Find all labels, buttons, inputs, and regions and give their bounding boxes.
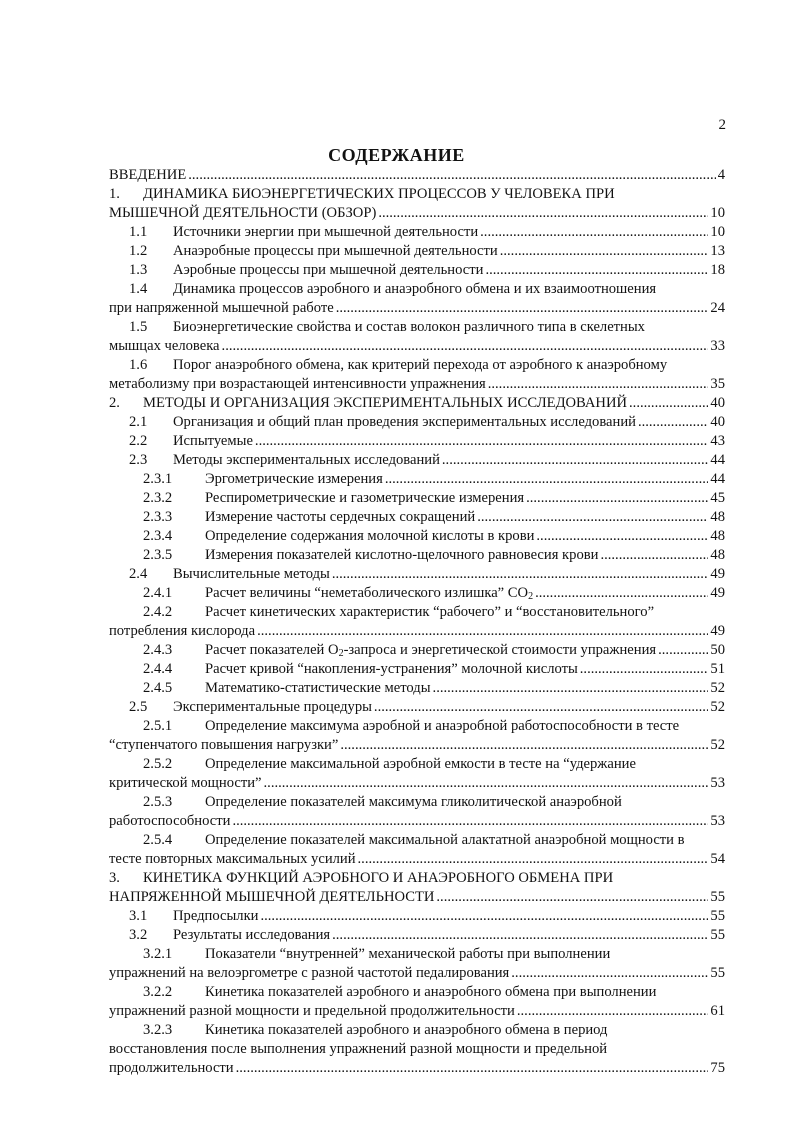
toc-entry-title — [173, 242, 498, 261]
toc-entry-text: упражнений разной мощности и предельной продолжительности — [109, 1003, 515, 1019]
toc-entry-text: тесте повторных максимальных усилий — [109, 851, 356, 867]
toc-entry-title — [109, 337, 220, 356]
toc-entry-text: Математико-статистические методы — [205, 680, 431, 696]
toc-entry-page: 55 — [710, 965, 725, 981]
toc-entry-text: Предпосылки — [173, 908, 259, 924]
dot-leader — [580, 660, 709, 679]
toc-entry-page: 49 — [710, 585, 725, 601]
dot-leader — [629, 394, 708, 413]
dot-leader — [658, 641, 708, 660]
table-of-contents — [109, 166, 725, 1078]
toc-entry-text: Испытуемые — [173, 433, 253, 449]
toc-entry-page: 4 — [717, 167, 725, 183]
toc-entry-title — [109, 299, 334, 318]
toc-entry-number: 2.3.2 — [143, 490, 173, 506]
toc-entry-number: 2.3.1 — [143, 471, 173, 487]
toc-entry-page: 52 — [710, 699, 725, 715]
toc-entry-text: Аэробные процессы при мышечной деятельности — [173, 262, 484, 278]
toc-entry[interactable] — [109, 318, 725, 356]
dot-leader — [638, 413, 708, 432]
toc-entry-text: Динамика процессов аэробного и анаэробного обмена и их взаимоотношения — [173, 281, 657, 297]
toc-entry[interactable] — [109, 1021, 725, 1078]
toc-entry-number: 1.6 — [129, 357, 148, 373]
toc-entry-text: Экспериментальные процедуры — [173, 699, 372, 715]
toc-entry-text: потребления кислорода — [109, 623, 256, 639]
toc-entry-number: 2.1 — [129, 414, 148, 430]
toc-entry-text: Определение максимальной аэробной емкости в тесте на “удержание — [205, 756, 636, 772]
dot-leader — [255, 432, 708, 451]
dot-leader — [332, 565, 709, 584]
toc-entry-number: 2.2 — [129, 433, 148, 449]
toc-entry-text: Измерение частоты сердечных сокращений — [205, 509, 476, 525]
toc-entry-text: Расчет кинетических характеристик “рабочего” и “восстановительного” — [205, 604, 655, 620]
toc-entry-number: 2.5.3 — [143, 794, 173, 810]
dot-leader — [485, 261, 708, 280]
dot-leader — [374, 698, 708, 717]
toc-entry-text: Измерения показателей кислотно-щелочного равновесия крови — [205, 547, 599, 563]
toc-entry-title — [205, 641, 656, 660]
toc-entry-title — [205, 584, 533, 603]
toc-entry-number: 1.1 — [129, 224, 148, 240]
toc-entry[interactable] — [109, 584, 725, 603]
toc-entry-page: 50 — [710, 642, 725, 658]
toc-entry-text: Определение максимума аэробной и анаэробной работоспособности в тесте — [205, 718, 680, 734]
toc-entry-text: критической мощности” — [109, 775, 262, 791]
toc-entry-page: 13 — [710, 243, 725, 259]
toc-entry-text: мышцах человека — [109, 338, 220, 354]
toc-entry[interactable] — [109, 603, 725, 641]
toc-entry-page: 75 — [710, 1060, 725, 1076]
toc-entry-text: Методы экспериментальных исследований — [173, 452, 440, 468]
toc-entry-number: 3.1 — [129, 908, 148, 924]
toc-entry-text: метаболизму при возрастающей интенсивности упражнения — [109, 376, 486, 392]
toc-entry-text: Определение показателей максимальной алактатной анаэробной мощности в — [205, 832, 685, 848]
toc-entry-title — [173, 356, 667, 375]
toc-entry-number: 2.5.1 — [143, 718, 173, 734]
toc-entry[interactable] — [109, 166, 725, 185]
toc-entry-title — [205, 1021, 607, 1040]
dot-leader — [260, 907, 708, 926]
dot-leader — [511, 964, 708, 983]
toc-entry-number: 1.4 — [129, 281, 148, 297]
toc-entry-page: 55 — [710, 889, 725, 905]
toc-entry[interactable] — [109, 432, 725, 451]
toc-entry-page: 48 — [710, 547, 725, 563]
toc-entry-number: 2.4.4 — [143, 661, 173, 677]
toc-entry-number: 3.2.3 — [143, 1022, 173, 1038]
toc-entry-title — [143, 869, 613, 888]
toc-entry-number: 2.4 — [129, 566, 148, 582]
dot-leader — [526, 489, 708, 508]
toc-entry-text: Определение содержания молочной кислоты в крови — [205, 528, 535, 544]
toc-entry-number: 1. — [109, 186, 120, 202]
dot-leader — [433, 679, 709, 698]
toc-entry-page: 40 — [710, 395, 725, 411]
toc-entry-number: 2.4.1 — [143, 585, 173, 601]
toc-entry-page: 45 — [710, 490, 725, 506]
dot-leader — [236, 1059, 709, 1078]
toc-entry-text: Показатели “внутренней” механической работы при выполнении — [205, 946, 611, 962]
toc-entry-page: 51 — [710, 661, 725, 677]
page-title: СОДЕРЖАНИЕ — [328, 145, 465, 165]
dot-leader — [257, 622, 708, 641]
toc-entry-title — [173, 261, 483, 280]
toc-entry[interactable] — [109, 508, 725, 527]
toc-entry[interactable] — [109, 660, 725, 679]
toc-entry-title — [109, 622, 255, 641]
toc-entry[interactable] — [109, 242, 725, 261]
dot-leader — [535, 584, 708, 603]
toc-entry-page: 48 — [710, 528, 725, 544]
dot-leader — [378, 204, 708, 223]
toc-entry[interactable] — [109, 489, 725, 508]
toc-entry-page: 44 — [710, 452, 725, 468]
toc-entry-title — [143, 185, 615, 204]
toc-entry[interactable] — [109, 755, 725, 793]
toc-entry-page: 44 — [710, 471, 725, 487]
toc-entry-text: Организация и общий план проведения экспериментальных исследований — [173, 414, 636, 430]
dot-leader — [336, 299, 709, 318]
toc-entry[interactable] — [109, 546, 725, 565]
toc-entry-page: 52 — [710, 737, 725, 753]
toc-entry-text: восстановления после выполнения упражнений разной мощности и предельной — [109, 1041, 608, 1057]
toc-entry-title — [205, 717, 679, 736]
toc-entry-page: 54 — [710, 851, 725, 867]
toc-entry-page: 53 — [710, 775, 725, 791]
dot-leader — [385, 470, 709, 489]
toc-entry-page: 24 — [710, 300, 725, 316]
toc-entry-text: Расчет кривой “накопления-устранения” молочной кислоты — [205, 661, 578, 677]
dot-leader — [488, 375, 709, 394]
toc-entry-text: Эргометрические измерения — [205, 471, 383, 487]
toc-entry-text: Результаты исследования — [173, 927, 331, 943]
toc-entry-title — [109, 204, 376, 223]
toc-entry[interactable] — [109, 907, 725, 926]
toc-entry-title — [173, 280, 656, 299]
page-number: 2 — [718, 117, 726, 133]
toc-entry-title — [173, 698, 372, 717]
toc-entry-page: 43 — [710, 433, 725, 449]
toc-entry-title — [173, 565, 330, 584]
toc-entry-number: 2.3.4 — [143, 528, 173, 544]
toc-entry[interactable] — [109, 470, 725, 489]
toc-entry-number: 2.4.2 — [143, 604, 173, 620]
toc-entry-page: 35 — [710, 376, 725, 392]
toc-entry-number: 3.2.2 — [143, 984, 173, 1000]
toc-entry[interactable] — [109, 261, 725, 280]
toc-entry[interactable] — [109, 926, 725, 945]
toc-entry-text: МЕТОДЫ И ОРГАНИЗАЦИЯ ЭКСПЕРИМЕНТАЛЬНЫХ ИССЛЕДОВАНИЙ — [143, 395, 628, 411]
toc-entry-title — [205, 527, 534, 546]
dot-leader — [536, 527, 708, 546]
toc-entry-title — [173, 926, 330, 945]
toc-entry-text: “ступенчатого повышения нагрузки” — [109, 737, 339, 753]
dot-leader — [517, 1002, 709, 1021]
toc-entry-text: Расчет показателей O — [205, 642, 339, 658]
toc-entry-page: 33 — [710, 338, 725, 354]
toc-entry-number: 2.5 — [129, 699, 148, 715]
toc-entry-number: 3.2 — [129, 927, 148, 943]
toc-entry-title — [205, 508, 475, 527]
toc-entry-text: продолжительности — [109, 1060, 234, 1076]
toc-entry-number: 3.2.1 — [143, 946, 173, 962]
dot-leader — [358, 850, 709, 869]
toc-entry-title — [205, 793, 622, 812]
toc-entry-title — [109, 888, 434, 907]
dot-leader — [332, 926, 708, 945]
toc-entry[interactable] — [109, 641, 725, 660]
toc-entry-page: 40 — [710, 414, 725, 430]
toc-entry-number: 2.3.3 — [143, 509, 173, 525]
toc-entry[interactable] — [109, 679, 725, 698]
toc-entry-text: Анаэробные процессы при мышечной деятельности — [173, 243, 498, 259]
toc-entry[interactable] — [109, 280, 725, 318]
toc-entry[interactable] — [109, 223, 725, 242]
toc-entry[interactable] — [109, 413, 725, 432]
toc-entry-number: 2.4.3 — [143, 642, 173, 658]
toc-entry-page: 10 — [710, 205, 725, 221]
toc-entry-number: 2.3.5 — [143, 547, 173, 563]
toc-entry[interactable] — [109, 451, 725, 470]
toc-entry-text: при напряженной мышечной работе — [109, 300, 334, 316]
toc-entry-title — [173, 451, 440, 470]
toc-entry-page: 55 — [710, 908, 725, 924]
toc-entry-title — [109, 850, 356, 869]
toc-entry-title — [205, 831, 685, 850]
toc-entry-title — [109, 812, 230, 831]
toc-entry-page: 55 — [710, 927, 725, 943]
toc-entry-title — [205, 755, 636, 774]
toc-entry-text: Расчет величины “неметаболического излишка” CO — [205, 585, 529, 601]
toc-entry-title — [205, 679, 431, 698]
toc-entry[interactable] — [109, 717, 725, 755]
toc-entry-title — [205, 489, 524, 508]
toc-entry-text: Респирометрические и газометрические измерения — [205, 490, 525, 506]
toc-entry-number: 1.3 — [129, 262, 148, 278]
toc-entry-title — [205, 603, 654, 622]
toc-entry-title — [109, 736, 338, 755]
toc-entry-page: 48 — [710, 509, 725, 525]
toc-entry-title — [205, 660, 578, 679]
toc-entry-text: Порог анаэробного обмена, как критерий перехода от аэробного к анаэробному — [173, 357, 668, 373]
toc-entry-title — [205, 546, 598, 565]
toc-entry[interactable] — [109, 793, 725, 831]
toc-entry-page: 49 — [710, 566, 725, 582]
toc-entry-title — [205, 983, 656, 1002]
toc-entry[interactable] — [109, 831, 725, 869]
toc-entry-text: КИНЕТИКА ФУНКЦИЙ АЭРОБНОГО И АНАЭРОБНОГО ОБМЕНА ПРИ — [143, 870, 614, 886]
toc-entry-number: 2.5.2 — [143, 756, 173, 772]
toc-entry-title — [205, 470, 383, 489]
toc-entry[interactable] — [109, 185, 725, 223]
toc-entry-title — [109, 1059, 234, 1078]
toc-entry-title — [109, 774, 262, 793]
toc-entry-title — [143, 394, 627, 413]
toc-entry-text: Кинетика показателей аэробного и анаэробного обмена в период — [205, 1022, 608, 1038]
toc-entry-text: Кинетика показателей аэробного и анаэробного обмена при выполнении — [205, 984, 657, 1000]
toc-entry[interactable] — [109, 945, 725, 983]
toc-entry-title — [109, 375, 486, 394]
toc-entry-page: 18 — [710, 262, 725, 278]
toc-entry-page: 10 — [710, 224, 725, 240]
dot-leader — [436, 888, 708, 907]
toc-entry-number: 2.3 — [129, 452, 148, 468]
toc-entry-title — [173, 318, 645, 337]
dot-leader — [500, 242, 709, 261]
toc-entry-number: 1.2 — [129, 243, 148, 259]
toc-entry-page: 49 — [710, 623, 725, 639]
toc-entry[interactable] — [109, 983, 725, 1021]
toc-entry-text: Биоэнергетические свойства и состав волокон различного типа в скелетных — [173, 319, 645, 335]
toc-entry-page: 61 — [710, 1003, 725, 1019]
toc-entry-text: ДИНАМИКА БИОЭНЕРГЕТИЧЕСКИХ ПРОЦЕССОВ У ЧЕЛОВЕКА ПРИ — [143, 186, 615, 202]
toc-entry-title — [109, 166, 186, 185]
toc-entry-title — [173, 413, 636, 432]
toc-entry-number: 1.5 — [129, 319, 148, 335]
dot-leader — [188, 166, 715, 185]
toc-entry-number: 2.5.4 — [143, 832, 173, 848]
dot-leader — [340, 736, 708, 755]
subscript: 2 — [528, 591, 534, 602]
toc-entry[interactable] — [109, 869, 725, 907]
toc-entry[interactable] — [109, 565, 725, 584]
toc-entry-text: МЫШЕЧНОЙ ДЕЯТЕЛЬНОСТИ (ОБЗОР) — [109, 205, 377, 221]
toc-entry[interactable] — [109, 394, 725, 413]
toc-entry-text: Источники энергии при мышечной деятельности — [173, 224, 479, 240]
toc-entry-text: -запроса и энергетической стоимости упражнения — [343, 642, 657, 658]
dot-leader — [264, 774, 709, 793]
toc-entry-title — [205, 945, 610, 964]
toc-entry-title — [109, 1002, 515, 1021]
toc-entry[interactable] — [109, 356, 725, 394]
toc-entry-number: 2. — [109, 395, 120, 411]
toc-entry-text: упражнений на велоэргометре с разной частотой педалирования — [109, 965, 510, 981]
dot-leader — [600, 546, 708, 565]
toc-entry-text: ВВЕДЕНИЕ — [109, 167, 187, 183]
dot-leader — [477, 508, 708, 527]
toc-entry-title — [173, 907, 258, 926]
dot-leader — [442, 451, 709, 470]
toc-entry-page: 53 — [710, 813, 725, 829]
subscript: 2 — [338, 648, 344, 659]
dot-leader — [480, 223, 708, 242]
toc-entry-text: работоспособности — [109, 813, 231, 829]
dot-leader — [222, 337, 709, 356]
toc-entry-number: 3. — [109, 870, 120, 886]
toc-entry-text: НАПРЯЖЕННОЙ МЫШЕЧНОЙ ДЕЯТЕЛЬНОСТИ — [109, 889, 435, 905]
toc-entry-title — [109, 964, 509, 983]
dot-leader — [232, 812, 708, 831]
toc-entry[interactable] — [109, 527, 725, 546]
toc-entry-title — [173, 223, 478, 242]
toc-entry[interactable] — [109, 698, 725, 717]
toc-entry-title — [109, 1040, 607, 1059]
toc-entry-page: 52 — [710, 680, 725, 696]
toc-entry-number: 2.4.5 — [143, 680, 173, 696]
toc-entry-text: Определение показателей максимума гликолитической анаэробной — [205, 794, 622, 810]
toc-entry-text: Вычислительные методы — [173, 566, 330, 582]
toc-entry-title — [173, 432, 253, 451]
